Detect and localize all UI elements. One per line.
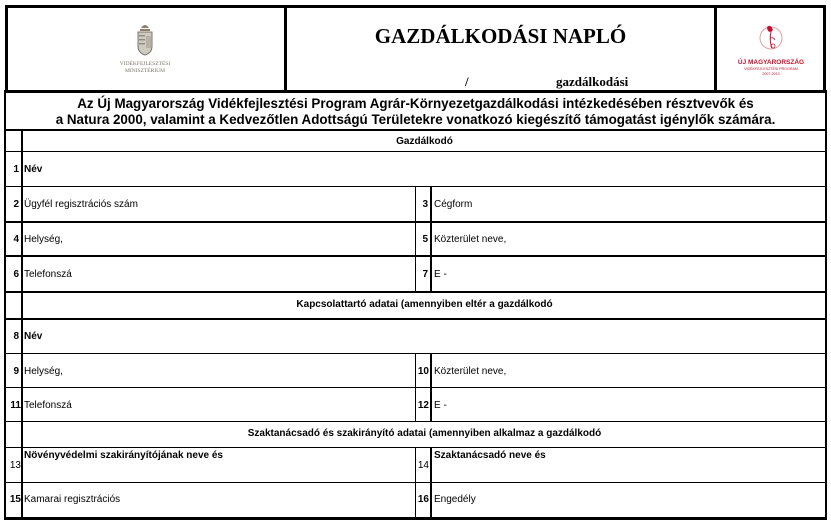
section-title-advisor: Szaktanácsadó és szakirányító adatai (amennyiben alkalmaz a gazdálkodó	[247, 428, 602, 439]
field-number: 15	[9, 494, 21, 505]
field-number: 8	[13, 331, 19, 342]
logo-text-line2: MINISZTÉRIUM	[124, 68, 166, 74]
field-number: 16	[417, 494, 429, 505]
title-slash: /	[465, 74, 469, 89]
field-advisor-name[interactable]: Szaktanácsadó neve és	[434, 450, 546, 461]
field-number: 14	[417, 460, 429, 471]
field-number: 2	[13, 199, 19, 210]
umvp-text-line3: 2007-2013	[762, 72, 780, 76]
header-logo-left-cell	[5, 5, 287, 93]
umvp-text-line2: VIDÉKFEJLESZTÉSI PROGRAM	[744, 67, 798, 71]
col-divider	[430, 354, 432, 422]
col-divider	[415, 448, 416, 517]
field-contact-locality[interactable]: Helység,	[24, 366, 63, 377]
umvp-flower-logo	[731, 22, 811, 86]
col-divider	[21, 131, 23, 517]
field-number: 6	[13, 269, 19, 280]
row-divider	[5, 318, 826, 320]
field-locality[interactable]: Helység,	[24, 234, 63, 245]
field-company-form[interactable]: Cégform	[434, 199, 473, 210]
field-contact-phone[interactable]: Telefonszá	[24, 400, 72, 411]
page-title: GAZDÁLKODÁSI NAPLÓ	[374, 24, 627, 48]
field-number: 1	[13, 164, 19, 175]
field-number: 11	[10, 400, 21, 411]
field-number: 4	[13, 234, 19, 245]
intro-text	[6, 96, 825, 128]
field-number: 9	[13, 366, 19, 377]
row-divider	[5, 129, 826, 131]
header-title-cell	[284, 5, 717, 93]
field-contact-street-name[interactable]: Közterület neve,	[434, 366, 507, 377]
field-number: 10	[417, 366, 429, 377]
field-phone[interactable]: Telefonszá	[24, 269, 72, 280]
flower-icon	[758, 22, 784, 54]
intro-line1: Az Új Magyarország Vidékfejlesztési Program Agrár-Környezetgazdálkodási intézkedésében résztvevők és	[77, 96, 754, 111]
intro-line2: a Natura 2000, valamint a Kedvezőtlen Adottságú Területekre vonatkozó kiegészítő támogatást igénylők számára.	[55, 112, 776, 127]
umvp-text-line1: ÚJ MAGYARORSZÁG	[737, 59, 805, 66]
field-number: 13	[9, 460, 21, 471]
section-title-contact: Kapcsolattartó adatai (amennyiben eltér a gazdálkodó	[296, 299, 553, 310]
field-number: 12	[417, 400, 429, 411]
field-number: 7	[422, 269, 428, 280]
header-logo-right-cell	[714, 5, 826, 93]
field-client-reg-number[interactable]: Ügyfél regisztrációs szám	[24, 199, 138, 210]
row-divider	[5, 151, 826, 152]
logo-text-line1: VIDÉKFEJLESZTÉSI	[119, 61, 171, 67]
section-title-farmer: Gazdálkodó	[396, 136, 453, 147]
field-email[interactable]: E -	[434, 269, 447, 280]
field-contact-email[interactable]: E -	[434, 400, 447, 411]
field-contact-name[interactable]: Név	[24, 331, 43, 342]
vm-coat-of-arms-logo	[110, 22, 180, 86]
page-subtitle: gazdálkodási	[556, 74, 629, 89]
field-license[interactable]: Engedély	[434, 494, 476, 505]
field-name[interactable]: Név	[24, 164, 43, 175]
field-number: 5	[422, 234, 428, 245]
field-plant-protection-manager[interactable]: Növényvédelmi szakirányítójának neve és	[24, 450, 223, 461]
col-divider	[430, 448, 432, 517]
col-divider	[430, 187, 432, 292]
col-divider	[415, 354, 416, 422]
field-street-name[interactable]: Közterület neve,	[434, 234, 507, 245]
field-number: 3	[422, 199, 428, 210]
coat-of-arms-icon	[135, 22, 155, 56]
field-chamber-registration[interactable]: Kamarai regisztrációs	[24, 494, 121, 505]
